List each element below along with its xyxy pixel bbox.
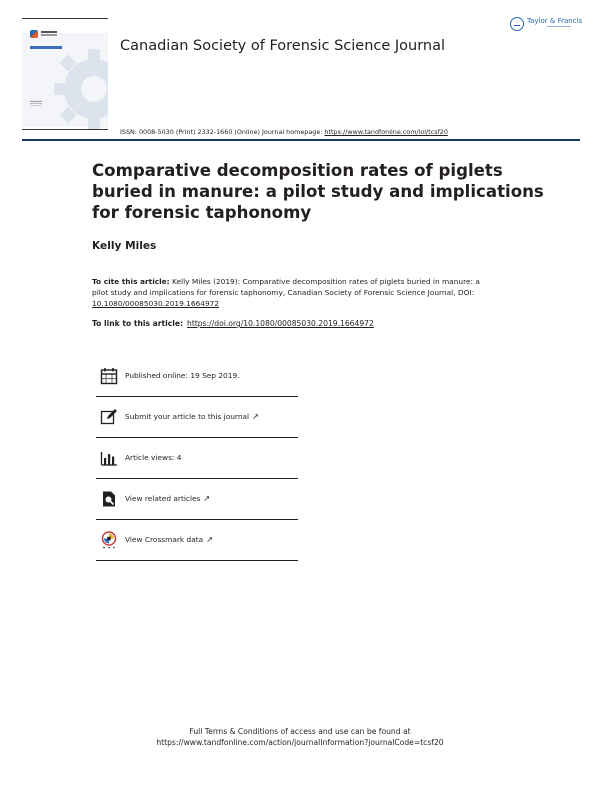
article-doi-link[interactable]: https://doi.org/10.1080/00085030.2019.1664972	[187, 319, 374, 328]
journal-title: Canadian Society of Forensic Science Journal	[120, 38, 446, 54]
article-title: Comparative decomposition rates of piglets buried in manure: a pilot study and implications for forensic taphonomy	[92, 161, 544, 222]
article-views-text: Article views: 4	[125, 453, 182, 462]
society-logo-icon	[30, 30, 38, 38]
footer	[0, 726, 600, 748]
citation-doi-link[interactable]: 10.1080/00085030.2019.1664972	[92, 298, 220, 308]
external-link-icon: ↗	[206, 535, 213, 544]
edit-icon	[100, 408, 118, 426]
info-crossmark[interactable]	[96, 520, 298, 561]
external-link-icon: ↗	[252, 412, 259, 421]
publisher-logo[interactable]	[510, 16, 585, 36]
calendar-icon	[100, 367, 118, 385]
info-article-views	[96, 438, 298, 479]
citation-label: To cite this article:	[92, 277, 170, 286]
header-rule	[22, 139, 580, 141]
journal-cover-thumbnail	[22, 18, 108, 130]
external-link-icon: ↗	[203, 494, 211, 503]
gear-icon	[32, 29, 108, 130]
info-published	[96, 356, 298, 397]
submit-article-text: Submit your article to this journal	[125, 412, 250, 421]
related-articles-text: View related articles	[125, 494, 201, 503]
bar-chart-icon	[100, 449, 118, 467]
submit-article-link[interactable]	[125, 412, 259, 421]
crossmark-link[interactable]	[125, 535, 213, 544]
info-related-articles[interactable]	[96, 479, 298, 520]
citation-text: Kelly Miles (2019): Comparative decomposition rates of piglets buried in manure: a pilot study and implications for forensic taphonomy, Canadian Society of Forensic Science Journal, DOI:	[92, 277, 480, 297]
issn-text: ISSN: 0008-5030 (Print) 2332-1660 (Online) Journal homepage:	[120, 128, 323, 136]
author-name: Kelly Miles	[92, 240, 157, 252]
crossmark-text: View Crossmark data	[125, 535, 204, 544]
footer-terms-url[interactable]: https://www.tandfonline.com/action/journalInformation?journalCode=tcsf20	[156, 738, 444, 747]
cover-masthead-lines	[41, 31, 57, 33]
article-info-list	[96, 356, 298, 561]
publisher-logo-text: Taylor & Francis	[527, 17, 583, 25]
related-articles-link[interactable]	[125, 494, 210, 503]
cover-band	[30, 46, 62, 49]
issn-line	[120, 128, 448, 136]
footer-terms-text: Full Terms & Conditions of access and use can be found at	[189, 727, 411, 736]
journal-homepage-link[interactable]: https://www.tandfonline.com/loi/tcsf20	[324, 128, 448, 136]
link-label: To link to this article:	[92, 319, 184, 328]
published-date-text: Published online: 19 Sep 2019.	[125, 371, 240, 380]
article-link-line	[92, 319, 374, 328]
citation-block	[92, 277, 492, 309]
publisher-logo-subline	[547, 26, 571, 27]
related-articles-icon	[100, 490, 118, 508]
info-submit-article[interactable]	[96, 397, 298, 438]
publisher-logo-icon	[510, 17, 524, 31]
cover-footnote-lines	[30, 101, 42, 102]
crossmark-icon	[100, 531, 118, 549]
